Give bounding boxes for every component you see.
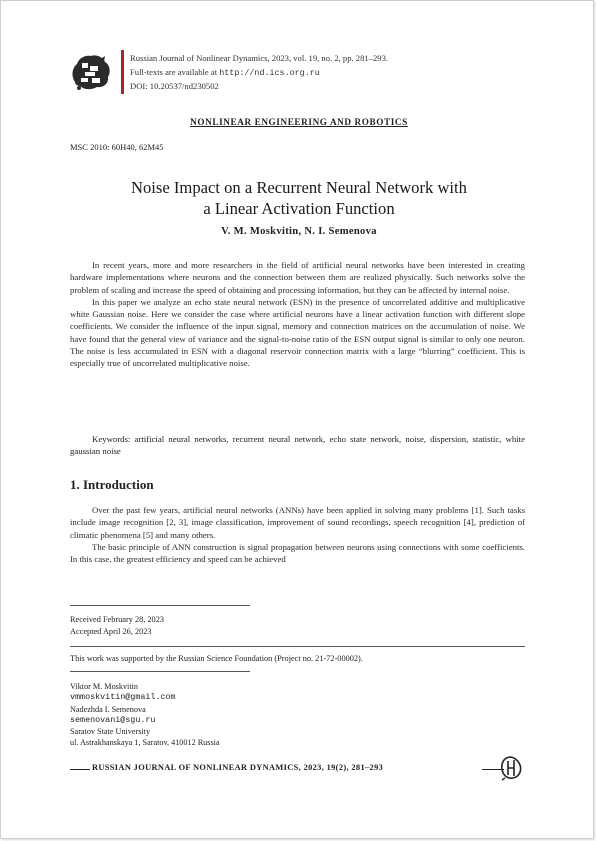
header-accent-bar bbox=[121, 50, 124, 94]
section-label: NONLINEAR ENGINEERING AND ROBOTICS bbox=[190, 117, 408, 127]
authors: V. M. Moskvitin, N. I. Semenova bbox=[221, 226, 377, 237]
paper-title bbox=[61, 177, 537, 219]
journal-emblem-icon bbox=[69, 52, 113, 92]
abstract-paragraph: In recent years, more and more researchers in the field of artificial neural networks have been interested in creating hardware implementations where neurons and the connection between them are realized physically. Such networks solve the problem of scaling and increase the speed of obtaining and processing information, but they can be affected by internal noise. bbox=[70, 260, 525, 295]
author-name: Viktor M. Moskvitin bbox=[70, 682, 138, 691]
body-paragraph: Over the past few years, artificial neural networks (ANNs) have been applied in solving many problems [1]. Such tasks include image recognition [2, 3], image classification, improvement of sound recordings, speech recognition [4], prediction of climatic phenomena [5] and many others. bbox=[70, 505, 525, 540]
journal-footer: RUSSIAN JOURNAL OF NONLINEAR DYNAMICS, 2023, 19(2), 281–293 bbox=[92, 763, 384, 772]
msc-codes: MSC 2010: 60H40, 62M45 bbox=[70, 142, 164, 152]
received-dates bbox=[70, 614, 164, 638]
nd-monogram-icon bbox=[499, 755, 523, 781]
footer-rule-left bbox=[70, 769, 90, 770]
doi-line: DOI: 10.20537/nd230502 bbox=[130, 81, 219, 92]
author-contacts bbox=[70, 681, 220, 749]
abstract bbox=[70, 259, 525, 370]
footnote-divider bbox=[70, 671, 250, 672]
body-paragraph: The basic principle of ANN construction is signal propagation between neurons using connections with some coefficients. In this case, the greatest efficiency and speed can be achieved bbox=[70, 541, 525, 565]
title-line-1: Noise Impact on a Recurrent Neural Network with bbox=[131, 178, 467, 197]
affiliation: Saratov State University bbox=[70, 727, 151, 737]
abstract-paragraph: In this paper we analyze an echo state neural network (ESN) in the presence of uncorrelated additive and multiplicative white Gaussian noise. Here we consider the case where artificial neurons have a linear activation function with different slope coefficients. We consider the influence of the input signal, memory and connection matrices on the accumulation of noise. We have found that the general view of variance and the signal-to-noise ratio of the ESN output signal is similar to only one neuron. The noise is less accumulated in ESN with a diagonal reservoir connection matrix with a large “blurring” coefficient. This is especially true of uncorrelated multiplicative noise. bbox=[70, 296, 525, 369]
keywords bbox=[70, 433, 525, 458]
author-email-link[interactable]: semenovani@sgu.ru bbox=[70, 714, 156, 725]
header-citation bbox=[130, 52, 388, 94]
title-line-2: a Linear Activation Function bbox=[203, 199, 395, 218]
funding-note: This work was supported by the Russian Science Foundation (Project no. 21-72-00002). bbox=[70, 654, 363, 663]
footnote-divider bbox=[70, 605, 250, 606]
accepted-date: Accepted April 26, 2023 bbox=[70, 627, 152, 636]
fulltext-prefix: Full-texts are available at bbox=[130, 66, 220, 77]
author-email-link[interactable]: vmmoskvitin@gmail.com bbox=[70, 692, 176, 703]
journal-header bbox=[67, 48, 537, 96]
introduction-body bbox=[70, 504, 525, 565]
footnote-divider bbox=[70, 646, 525, 647]
received-date: Received February 28, 2023 bbox=[70, 615, 165, 624]
journal-url-link[interactable]: http://nd.ics.org.ru bbox=[219, 67, 320, 78]
fulltext-line bbox=[130, 66, 388, 81]
author-name: Nadezhda I. Semenova bbox=[70, 704, 146, 714]
keywords-text: Keywords: artificial neural networks, recurrent neural network, echo state network, noise, dispersion, statistic, white gaussian noise bbox=[70, 434, 525, 457]
citation-line: Russian Journal of Nonlinear Dynamics, 2023, vol. 19, no. 2, pp. 281–293. bbox=[130, 53, 389, 63]
address: ul. Astrakhanskaya 1, Saratov, 410012 Russia bbox=[70, 738, 220, 748]
section-heading-introduction: 1. Introduction bbox=[70, 477, 154, 492]
